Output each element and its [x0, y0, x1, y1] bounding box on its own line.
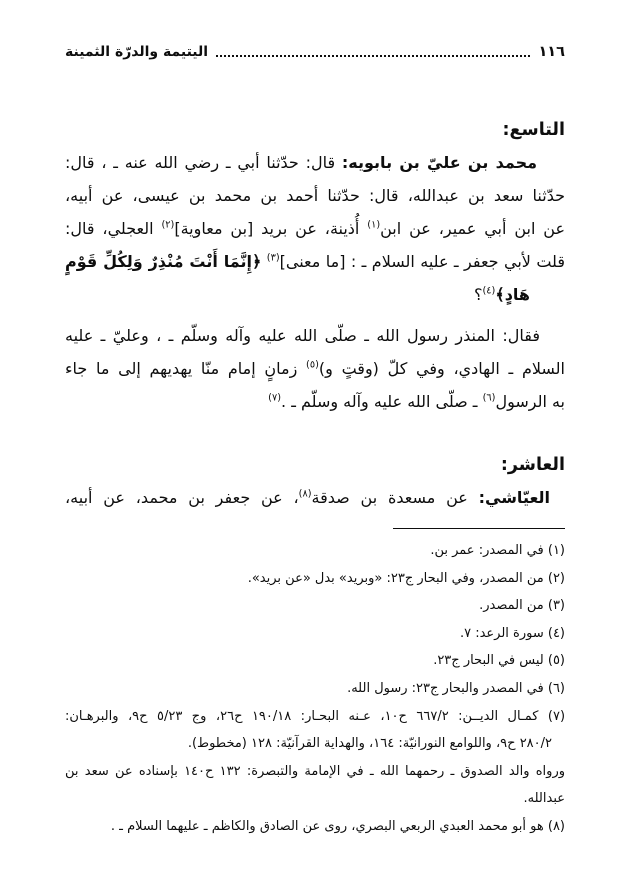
text-line [65, 278, 565, 311]
text-line [65, 319, 565, 352]
text-line [65, 212, 565, 245]
text-line [65, 647, 565, 675]
footnote [65, 675, 565, 703]
text-line [65, 245, 565, 278]
text-run: (٧) كمـال الديــن: ٦٦٧/٢ ح١٠، عـنه البحـار: ١٩٠/١٨ ح٢٦، وج ٥/٢٣ ح٩، والبرهـان: [65, 708, 566, 724]
footnote-marker: (٣) [266, 252, 280, 264]
text-run: به الرسول [495, 392, 565, 411]
text-line [65, 730, 565, 758]
footnote [65, 813, 565, 841]
footnote-marker: (٥) [306, 359, 319, 371]
text-run: فقال: المنذر رسول الله ـ صلّى الله عليه وآله وسلّم ـ ، وعليّ ـ عليه [65, 326, 540, 345]
running-header [65, 42, 565, 62]
text-line [65, 179, 565, 212]
footnote [65, 647, 565, 675]
text-line [65, 703, 565, 731]
text-run: ٢٨٠/٢ ح٩، واللوامع النورانيّة: ١٦٤، والهداية القرآنيّة: ١٢٨ (مخطوط). [187, 736, 552, 752]
text-run: العجلي، قال: [65, 219, 162, 238]
text-run: (١) في المصدر: عمر بن. [430, 543, 565, 558]
footnote [65, 565, 565, 593]
text-line [65, 352, 565, 385]
text-run: حدّثنا سعد بن عبدالله، قال: حدّثنا أحمد بن محمد بن عيسى، عن أبيه، [65, 186, 565, 205]
text-run: أُذينة، عن بريد [بن معاوية] [174, 219, 368, 238]
text-run: ـ صلّى الله عليه وآله وسلّم ـ . [281, 392, 483, 411]
text-line [65, 481, 565, 514]
quran-verse: هَادٍ﴾ [495, 285, 530, 304]
footnote [65, 592, 565, 620]
quran-verse: ﴿إِنَّمَا أَنْتَ مُنْذِرٌ وَلِكُلِّ قَوْمٍ [65, 252, 262, 271]
footnote-marker: (١) [367, 219, 381, 231]
text-run: (٥) ليس في البحار ج٢٣. [433, 653, 565, 669]
text-run: (٦) في المصدر والبحار ج٢٣: رسول الله. [347, 680, 565, 696]
text-run: قال: حدّثنا أبي ـ رضي الله عنه ـ ، قال: [65, 153, 342, 172]
text-run: زمانٍ إمام منّا يهديهم إلى ما جاء [65, 359, 307, 378]
dotted-leader [216, 55, 530, 57]
page-body [65, 114, 565, 514]
bold-text: العيّاشي: [478, 488, 550, 507]
text-run: ورواه والد الصدوق ـ رحمهما الله ـ في الإمامة والتبصرة: ١٣٢ ح١٤٠ بإسناده عن سعد بن [65, 763, 566, 779]
text-run: عبدالله. [523, 791, 565, 807]
footnote-marker: (٤) [482, 285, 496, 297]
text-run: (٣) من المصدر. [479, 598, 565, 614]
text-run: عن مسعدة بن صدقة [311, 488, 479, 507]
footnote-marker: (٨) [298, 488, 312, 500]
text-line [65, 785, 565, 813]
text-line [65, 537, 565, 565]
footnote-separator [393, 528, 565, 529]
section-heading: العاشر: [500, 455, 565, 475]
footnote [65, 703, 565, 813]
text-run: قلت لأبي جعفر ـ عليه السلام ـ : [ما معنى] [279, 252, 565, 271]
text-line [65, 758, 565, 786]
footnote-marker: (٢) [161, 219, 175, 231]
text-run: السلام ـ الهادي، وفي كلّ (وقتٍ و) [318, 359, 566, 378]
bold-text: محمد بن عليّ بن بابويه: [341, 153, 537, 172]
text-line [65, 675, 565, 703]
section-heading: التاسع: [502, 120, 565, 140]
text-line [65, 146, 565, 179]
paragraph [65, 481, 565, 514]
text-run: عن ابن أبي عمير، عن ابن [380, 219, 565, 238]
text-line [65, 565, 565, 593]
text-run: ، عن جعفر بن محمد، عن أبيه، [65, 488, 299, 507]
text-run: (٨) هو أبو محمد العبدي الربعي البصري، روى عن الصادق والكاظم ـ عليهما السلام ـ . [110, 818, 565, 834]
text-line [65, 592, 565, 620]
footnotes [65, 537, 565, 841]
footnote-marker: (٧) [268, 392, 282, 404]
text-run: (٤) سورة الرعد: ٧. [459, 625, 565, 641]
paragraph [65, 319, 565, 418]
text-line [65, 813, 565, 841]
text-line [65, 385, 565, 418]
text-run: (٢) من المصدر، وفي البحار ج٢٣: «وبريد» بدل «عن بريد». [247, 570, 565, 586]
page-number: ١١٦ [538, 44, 565, 60]
footnote [65, 620, 565, 648]
footnote [65, 537, 565, 565]
footnote-marker: (٦) [482, 392, 496, 404]
text-line [65, 620, 565, 648]
paragraph [65, 146, 565, 311]
text-run: ؟ [473, 285, 483, 304]
book-title: اليتيمة والدرّة الثمينة [65, 44, 209, 60]
